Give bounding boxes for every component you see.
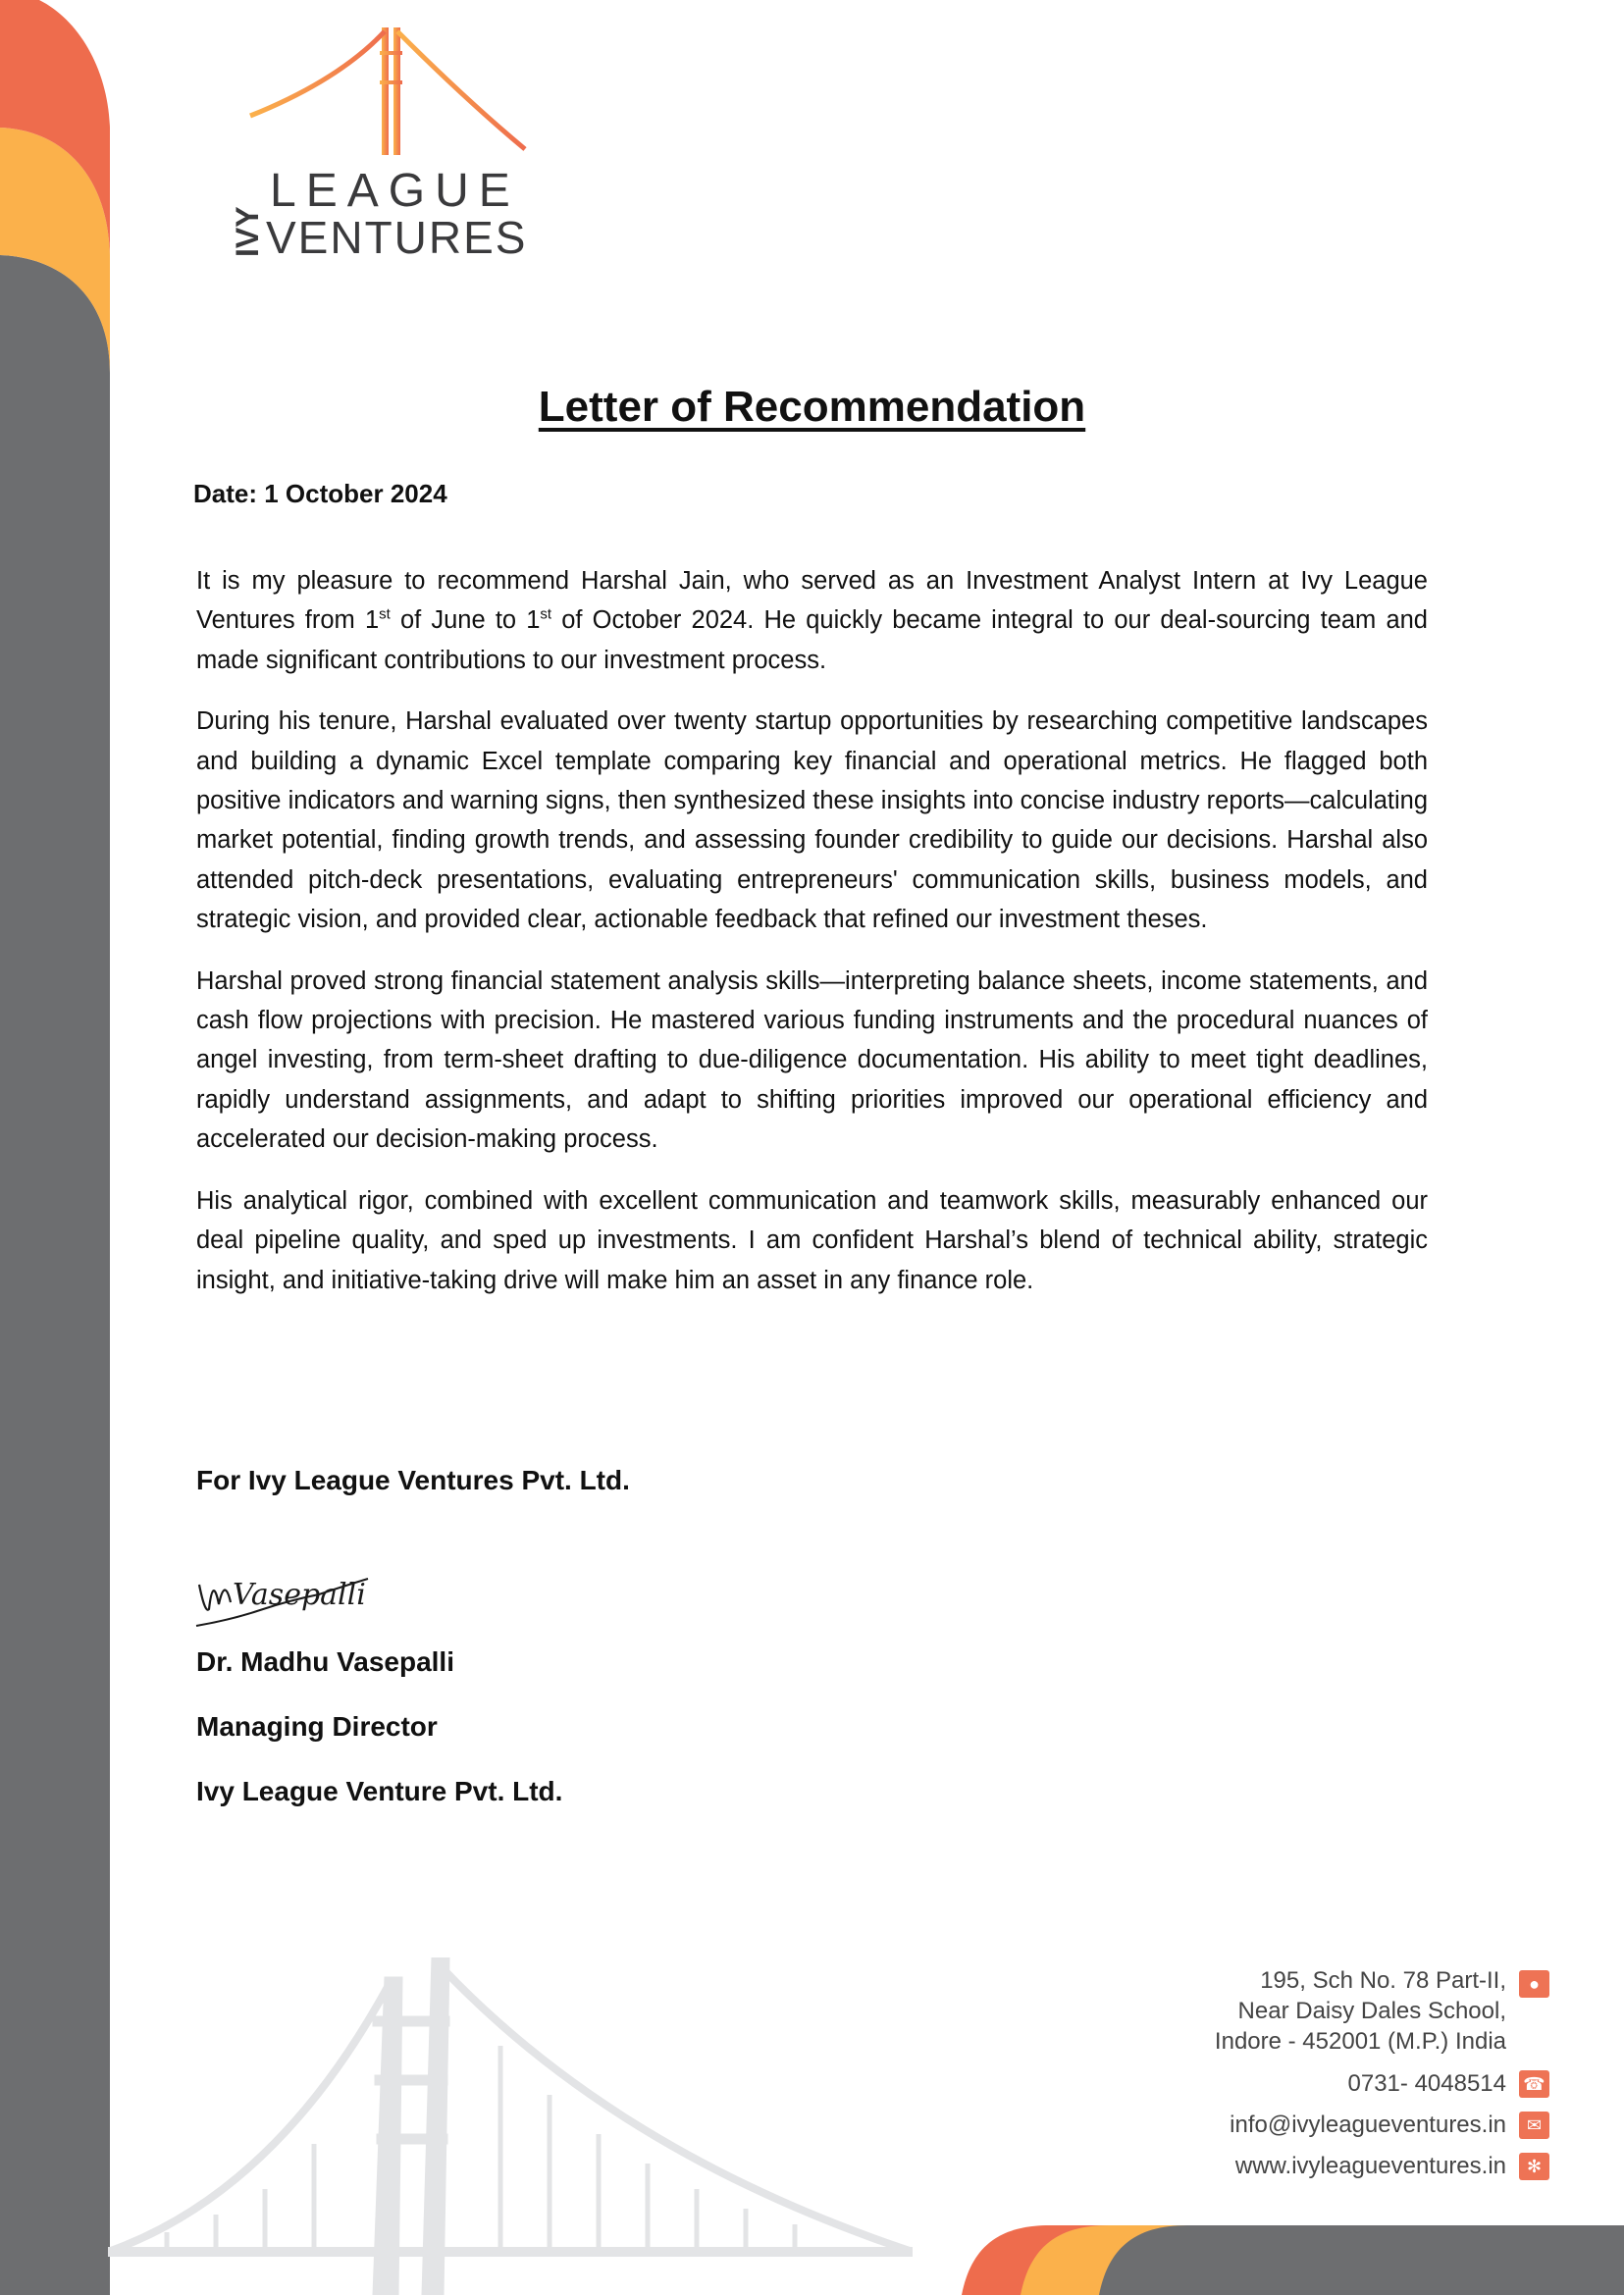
paragraph-3: Harshal proved strong financial statement analysis skills—interpreting balance sheets, income statements, and cash flow projections with precision. He mastered various funding instruments and the procedural nuances of angel investing, from term-sheet drafting to due-diligence documentation. His ability to meet tight deadlines, rapidly understand assignments, and adapt to shifting priorities improved our operational efficiency and accelerated our decision-making process. [196,966,1428,1154]
left-decorative-band [0,0,114,2295]
signatory-company: Ivy League Venture Pvt. Ltd. [196,1776,563,1806]
svg-text:Vasepalli: Vasepalli [233,1578,366,1612]
paragraph-1: It is my pleasure to recommend Harshal Jain, who served as an Investment Analyst Intern at Ivy League Ventures from 1st of June to 1st of October 2024. He quickly became integral to our deal-sourcing team and made significant contributions to our investment process. [196,567,1428,674]
paragraph-4: His analytical rigor, combined with excellent communication and teamwork skills, measurably enhanced our deal pipeline quality, and sped up investments. I am confident Harshal’s blend of technical ability, strategic insight, and initiative-taking drive will make him an asset in any finance role. [196,1186,1428,1294]
bridge-watermark-icon [108,1957,913,2295]
letter-body [196,561,1428,1322]
address-block: 195, Sch No. 78 Part-II, Near Daisy Dales School, Indore - 452001 (M.P.) India [1214,1967,1506,2055]
letter-date: Date: 1 October 2024 [193,479,447,508]
page-title: Letter of Recommendation [538,383,1086,431]
bottom-decorative-band [962,2225,1624,2295]
svg-text:IVY: IVY [231,206,265,257]
website-url: www.ivyleagueventures.in [1234,2153,1506,2179]
signature-image [191,1555,378,1639]
signatory-name: Dr. Madhu Vasepalli [196,1646,454,1677]
svg-text:VENTURES: VENTURES [266,212,528,263]
location-pin-icon: ● [1519,1970,1549,1998]
bridge-logo-icon [231,22,545,267]
closing-company-line: For Ivy League Ventures Pvt. Ltd. [196,1465,630,1495]
phone-icon: ☎ [1519,2070,1549,2098]
company-logo [231,22,545,267]
email-address: info@ivyleagueventures.in [1230,2112,1506,2138]
globe-icon: ✻ [1519,2153,1549,2180]
svg-text:LEAGUE: LEAGUE [270,165,520,217]
paragraph-2: During his tenure, Harshal evaluated over twenty startup opportunities by researching competitive landscapes and building a dynamic Excel template comparing key financial and operational metrics. He flagged both positive indicators and warning signs, then synthesized these insights into concise industry reports—calculating market potential, finding growth trends, and assessing founder credibility to guide our decisions. Harshal also attended pitch-deck presentations, evaluating entrepreneurs' communication skills, business models, and strategic vision, and provided clear, actionable feedback that refined our investment theses. [196,707,1428,934]
mail-icon: ✉ [1519,2112,1549,2139]
signatory-title: Managing Director [196,1711,438,1742]
phone-number: 0731- 4048514 [1347,2070,1506,2097]
